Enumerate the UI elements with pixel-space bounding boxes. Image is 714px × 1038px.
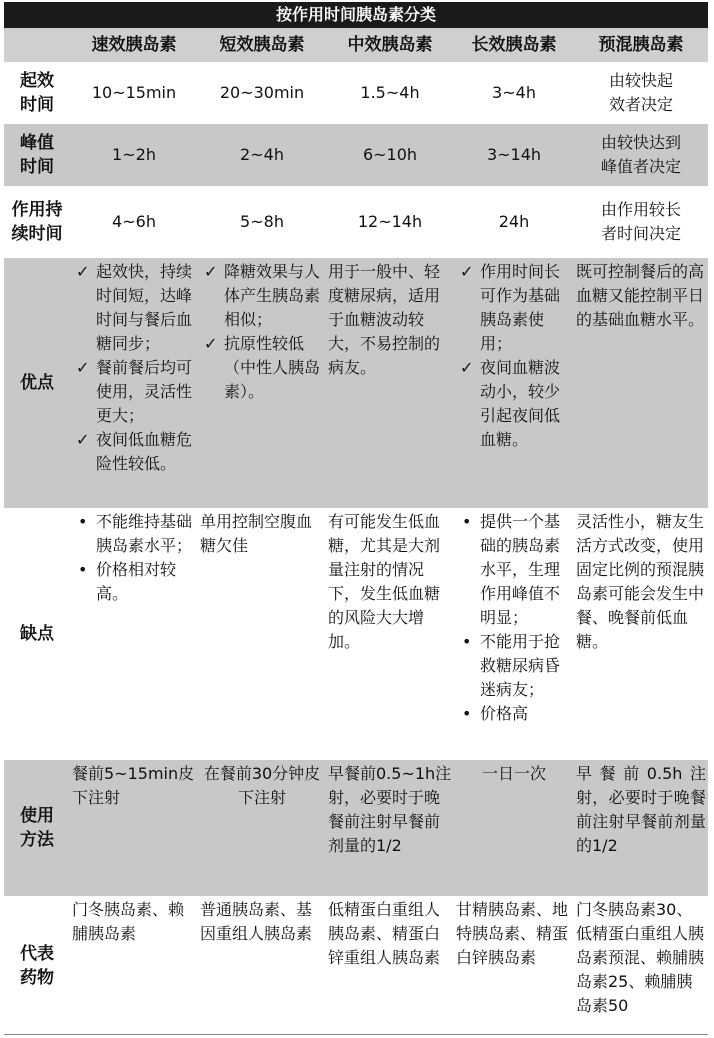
- cell-disadvantages-rapid: [70, 508, 198, 760]
- cell-peak-premixed: 由较快达到 峰值者决定: [600, 133, 681, 176]
- cell-disadvantages-intermediate: 有可能发生低血糖，尤其是大剂量注射的情况下，发生低血糖的风险大大增加。: [328, 512, 441, 651]
- row-advantages: [4, 258, 708, 508]
- cell-usage-rapid: 餐前5~15min皮下注射: [72, 764, 195, 807]
- cell-drugs-short: 普通胰岛素、基因重组人胰岛素: [200, 900, 313, 943]
- cell-onset-short: 20~30min: [219, 83, 305, 102]
- list-item: ✓ 餐前餐后均可使用，灵活性更大；: [72, 356, 196, 428]
- row-usage: [4, 760, 708, 896]
- list-item: • 价格高: [456, 702, 572, 726]
- header-row: [4, 28, 708, 62]
- cell-peak-long: 3~14h: [486, 145, 542, 164]
- row-label-peak: 峰值 时间: [20, 133, 54, 177]
- list-item: • 价格相对较高。: [72, 558, 196, 606]
- bottom-divider: [4, 1034, 708, 1035]
- row-drugs: [4, 896, 708, 1036]
- cell-advantages-intermediate: 用于一般中、轻度糖尿病，适用于血糖波动较大，不易控制的病友。: [328, 262, 441, 377]
- cell-peak-short: 2~4h: [240, 145, 284, 164]
- insulin-classification-table: [4, 2, 708, 1036]
- header-premixed: 预混胰岛素: [598, 35, 684, 55]
- list-item: ✓ 抗原性较低（中性人胰岛素）。: [200, 332, 324, 404]
- header-long: 长效胰岛素: [471, 35, 557, 55]
- row-disadvantages: [4, 508, 708, 760]
- disadvantages-rapid-list: [72, 510, 196, 606]
- cell-duration-intermediate: 12~14h: [357, 212, 423, 231]
- row-duration: [4, 186, 708, 258]
- header-intermediate: 中效胰岛素: [347, 35, 433, 55]
- header-empty: [4, 28, 70, 62]
- cell-onset-premixed: 由较快起 效者决定: [608, 71, 673, 114]
- row-label-onset: 起效 时间: [20, 71, 54, 115]
- cell-advantages-long: [454, 258, 574, 508]
- cell-advantages-rapid: [70, 258, 198, 508]
- row-label-disadvantages: 缺点: [20, 624, 54, 644]
- cell-duration-rapid: 4~6h: [112, 212, 156, 231]
- row-label-duration: 作用持 续时间: [11, 200, 63, 244]
- cell-peak-rapid: 1~2h: [112, 145, 156, 164]
- list-item: • 不能维持基础胰岛素水平；: [72, 510, 196, 558]
- cell-usage-long: 一日一次: [481, 764, 546, 783]
- cell-usage-short: 在餐前30分钟皮下注射: [203, 764, 321, 807]
- row-label-usage: 使用 方法: [20, 806, 54, 850]
- cell-drugs-long: 甘精胰岛素、地特胰岛素、精蛋白锌胰岛素: [456, 900, 569, 967]
- advantages-long-list: [456, 260, 572, 452]
- disadvantages-long-list: [456, 510, 572, 726]
- cell-advantages-premixed: 既可控制餐后的高血糖又能控制平日的基础血糖水平。: [576, 262, 705, 329]
- header-short: 短效胰岛素: [219, 35, 305, 55]
- list-item: ✓ 起效快，持续时间短，达峰时间与餐后血糖同步；: [72, 260, 196, 356]
- cell-onset-long: 3~4h: [492, 83, 536, 102]
- list-item: • 提供一个基础的胰岛素水平，生理作用峰值不明显；: [456, 510, 572, 630]
- advantages-rapid-list: [72, 260, 196, 476]
- list-item: ✓ 夜间低血糖危险性较低。: [72, 428, 196, 476]
- list-item: • 不能用于抢救糖尿病昏迷病友；: [456, 630, 572, 702]
- row-label-drugs: 代表 药物: [20, 944, 54, 988]
- cell-disadvantages-premixed: 灵活性小，糖友生活方式改变，使用固定比例的预混胰岛素可能会发生中餐、晚餐前低血糖。: [576, 512, 705, 651]
- header-rapid: 速效胰岛素: [91, 35, 177, 55]
- cell-duration-short: 5~8h: [240, 212, 284, 231]
- cell-drugs-premixed: 门冬胰岛素30、低精蛋白重组人胰岛素预混、赖脯胰岛素25、赖脯胰岛素50: [576, 900, 705, 1015]
- list-item: ✓ 夜间血糖波动小，较少引起夜间低血糖。: [456, 356, 572, 452]
- list-item: ✓ 作用时间长可作为基础胰岛素使用；: [456, 260, 572, 356]
- cell-usage-intermediate: 早餐前0.5~1h注射，必要时于晚餐前注射早餐前剂量的1/2: [328, 764, 452, 855]
- cell-advantages-short: [198, 258, 326, 508]
- cell-peak-intermediate: 6~10h: [362, 145, 418, 164]
- cell-duration-premixed: 由作用较长 者时间决定: [600, 200, 681, 243]
- cell-duration-long: 24h: [498, 212, 530, 231]
- cell-drugs-intermediate: 低精蛋白重组人胰岛素、精蛋白锌重组人胰岛素: [328, 900, 441, 967]
- cell-onset-intermediate: 1.5~4h: [360, 83, 420, 102]
- list-item: ✓ 降糖效果与人体产生胰岛素相似；: [200, 260, 324, 332]
- cell-onset-rapid: 10~15min: [91, 83, 177, 102]
- cell-usage-premixed: 早餐前0.5h注射，必要时于晚餐前注射早餐前剂量的1/2: [576, 764, 706, 855]
- cell-drugs-rapid: 门冬胰岛素、赖脯胰岛素: [72, 900, 185, 943]
- advantages-short-list: [200, 260, 324, 404]
- cell-disadvantages-long: [454, 508, 574, 760]
- row-peak: [4, 124, 708, 186]
- table-title: 按作用时间胰岛素分类: [4, 2, 708, 28]
- cell-disadvantages-short: 单用控制空腹血糖欠佳: [200, 512, 313, 555]
- row-onset: [4, 62, 708, 124]
- row-label-advantages: 优点: [20, 373, 54, 393]
